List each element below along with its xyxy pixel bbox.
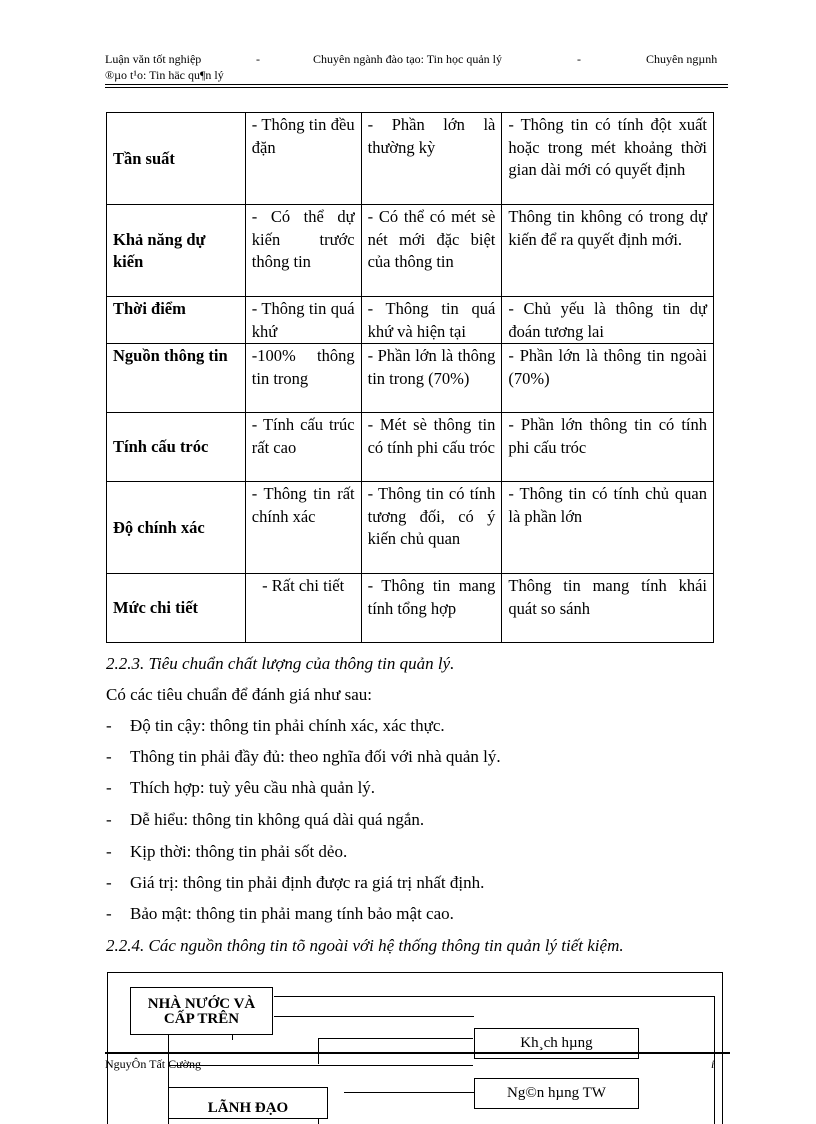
connector-line [168, 1065, 473, 1066]
table-row [107, 574, 714, 643]
table-row [107, 205, 714, 297]
table-row [107, 113, 714, 205]
section-224-title: 2.2.4. Các nguồn thông tin tõ ngoài với hệ thống thông tin quản lý tiết kiệm. [106, 936, 624, 955]
table-cell: - Thông tin mang tính tổng hợp [361, 574, 502, 643]
table-cell: - Thông tin có tính đột xuất hoặc trong mét khoảng thời gian dài mới có quyết định [502, 113, 714, 205]
list-item: - Kịp thời: thông tin phải sốt dẻo. [106, 842, 348, 861]
list-item: - Dễ hiểu: thông tin không quá dài quá ngắn. [106, 810, 425, 829]
table-row [107, 413, 714, 482]
table-row [107, 344, 714, 413]
table-cell: - Thông tin quá khứ và hiện tại [361, 297, 502, 344]
list-item: - Thích hợp: tuỳ yêu cầu nhà quản lý. [106, 778, 376, 797]
connector-line [274, 1016, 474, 1017]
table-cell: Thông tin không có trong dự kiến để ra quyết định mới. [502, 205, 714, 297]
list-item: - Thông tin phải đầy đủ: theo nghĩa đối với nhà quản lý. [106, 747, 501, 766]
table-cell: - Thông tin có tính chủ quan là phần lớn [502, 482, 714, 574]
row-label: Tính cấu tróc [107, 413, 246, 482]
table-cell: - Thông tin rất chính xác [245, 482, 361, 574]
table-cell: -100% thông tin trong [245, 344, 361, 413]
list-item: - Giá trị: thông tin phải định được ra giá trị nhất định. [106, 873, 485, 892]
box-ngan-hang-tw: Ng©n hµng TW [474, 1078, 639, 1109]
box-lanh-dao: LÃNH ĐẠO [168, 1087, 328, 1119]
table-row [107, 297, 714, 344]
table-cell: - Thông tin có tính tương đối, có ý kiến chủ quan [361, 482, 502, 574]
table-cell: - Có thể có mét sè nét mới đặc biệt của thông tin [361, 205, 502, 297]
box-khach-hang: Kh¸ch hµng [474, 1028, 639, 1059]
section-223-intro: Có các tiêu chuẩn để đánh giá như sau: [106, 685, 373, 704]
table-cell: - Có thể dự kiến trước thông tin [245, 205, 361, 297]
row-label: Độ chính xác [107, 482, 246, 574]
info-source-diagram [107, 972, 723, 1124]
footer-author: NguyÔn Tất Cường [105, 1057, 201, 1071]
table-cell: - Phần lớn là thường kỳ [361, 113, 502, 205]
list-item: - Độ tin cậy: thông tin phải chính xác, xác thực. [106, 716, 445, 735]
table-cell: Thông tin mang tính khái quát so sánh [502, 574, 714, 643]
header-left: Luận văn tốt nghiệp [105, 52, 202, 66]
connector-line [318, 1038, 473, 1039]
row-label: Nguồn thông tin [107, 344, 246, 413]
connector-line [318, 1038, 319, 1064]
row-label: Tần suất [107, 113, 246, 205]
table-cell: - Phần lớn là thông tin trong (70%) [361, 344, 502, 413]
table-cell: - Thông tin đều đặn [245, 113, 361, 205]
header-rule-double [105, 87, 728, 88]
table-cell: - Mét sè thông tin có tính phi cấu tróc [361, 413, 502, 482]
row-label: Khả năng dự kiến [107, 205, 246, 297]
header-rule [105, 84, 728, 85]
header-right: Chuyên ngµnh [646, 52, 718, 66]
table-cell: - Chủ yếu là thông tin dự đoán tương lai [502, 297, 714, 344]
table-cell: - Tính cấu trúc rất cao [245, 413, 361, 482]
header-center: Chuyên ngành đào tạo: Tin học quản lý [313, 52, 502, 66]
footer-rule [105, 1052, 730, 1054]
table-cell: - Rất chi tiết [245, 574, 361, 643]
table-row [107, 482, 714, 574]
row-label: Mức chi tiết [107, 574, 246, 643]
header-line-2: ®µo t¹o: Tin häc qu¶n lý [105, 68, 224, 82]
page-number: i [711, 1057, 715, 1071]
box-nha-nuoc-cap-tren: NHÀ NƯỚC VÀ CẤP TRÊN [130, 987, 273, 1035]
comparison-table [106, 112, 714, 643]
table-cell: - Phần lớn thông tin có tính phi cấu tróc [502, 413, 714, 482]
header-dash-2: - [577, 52, 581, 66]
header-dash-1: - [256, 52, 260, 66]
table-cell: - Phần lớn là thông tin ngoài (70%) [502, 344, 714, 413]
connector-line [274, 996, 714, 997]
list-item: - Bảo mật: thông tin phải mang tính bảo mật cao. [106, 904, 454, 923]
row-label: Thời điểm [107, 297, 246, 344]
section-223-title: 2.2.3. Tiêu chuẩn chất lượng của thông tin quản lý. [106, 654, 455, 673]
table-cell: - Thông tin quá khứ [245, 297, 361, 344]
connector-line [344, 1092, 474, 1093]
